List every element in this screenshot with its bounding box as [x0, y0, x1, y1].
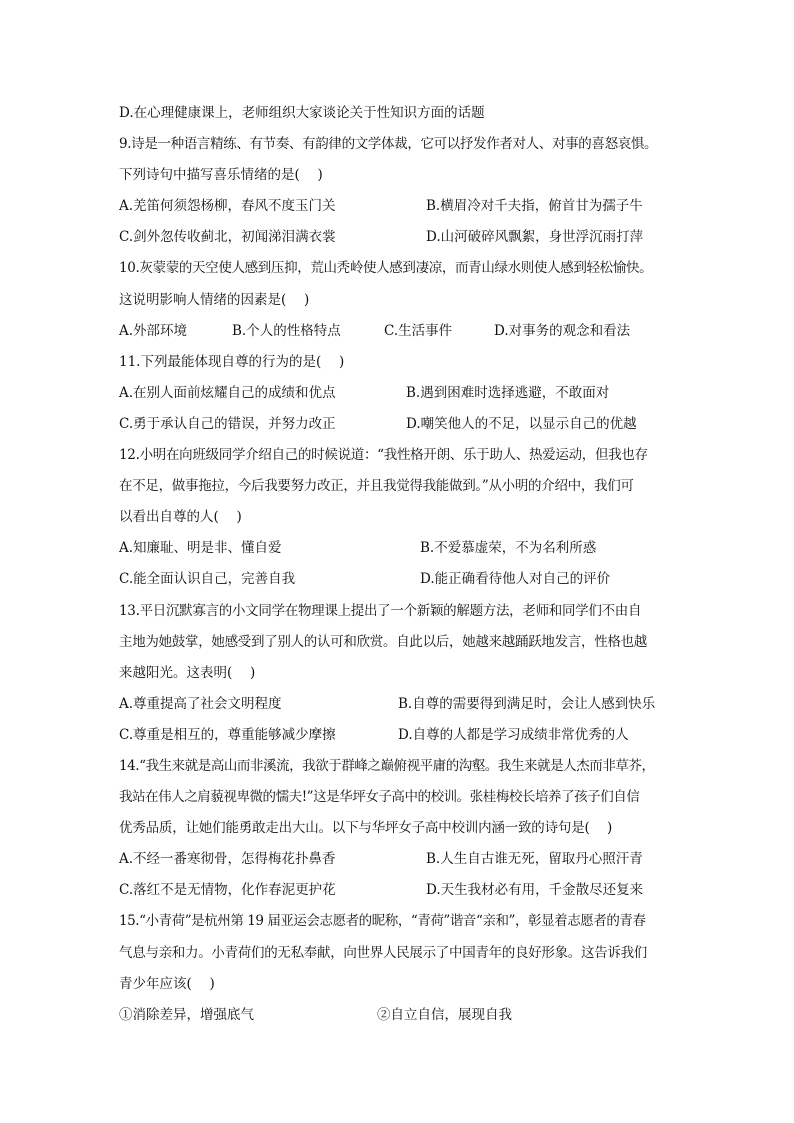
question-13 — [119, 596, 685, 751]
q13-option-a: A.尊重提高了社会文明程度 — [119, 695, 282, 712]
q13-options-row-1 — [119, 689, 685, 720]
q14-option-c: C.落红不是无情物，化作春泥更护花 — [119, 882, 336, 899]
q14-option-b: B.人生自古谁无死，留取丹心照汗青 — [426, 851, 643, 868]
q11-option-c: C.勇于承认自己的错误，并努力改正 — [119, 415, 336, 432]
q11-stem-line-1: 11.下列最能体现自尊的行为的是( ) — [119, 353, 345, 370]
q14-stem-line-3: 优秀品质，让她们能勇敢走出大山。以下与华坪女子高中校训内涵一致的诗句是( ) — [119, 820, 613, 837]
question-10 — [119, 253, 685, 346]
q14-options-row-1 — [119, 844, 685, 875]
q14-stem-line-2: 我站在伟人之肩藐视卑微的懦夫!”这是华坪女子高中的校训。张桂梅校长培养了孩子们自信 — [119, 789, 640, 806]
q14-option-a: A.不经一番寒彻骨，怎得梅花扑鼻香 — [119, 851, 336, 868]
question-9 — [119, 129, 685, 253]
q15-stem-line-1: 15.“小青荷”是杭州第 19 届亚运会志愿者的昵称，“青荷”谐音“亲和”，彰显着志愿者的青春 — [119, 913, 646, 930]
document-page — [119, 98, 685, 1031]
q9-options-row-2 — [119, 222, 685, 253]
q9-option-d: D.山河破碎风飘絮，身世浮沉雨打萍 — [426, 229, 644, 246]
q10-option-b: B.个人的性格特点 — [232, 322, 341, 339]
q9-options-row-1 — [119, 191, 685, 222]
q9-stem-line-2: 下列诗句中描写喜乐情绪的是( ) — [119, 167, 323, 184]
q14-options-row-2 — [119, 875, 685, 906]
question-12 — [119, 440, 685, 595]
q12-stem-line-2: 在不足，做事拖拉，今后我要努力改正，并且我觉得我能做到。”从小明的介绍中，我们可 — [119, 478, 634, 495]
q10-option-d: D.对事务的观念和看法 — [494, 322, 631, 339]
q13-option-c: C.尊重是相互的，尊重能够减少摩擦 — [119, 726, 336, 743]
q10-option-a: A.外部环境 — [119, 322, 188, 339]
q12-options-row-1 — [119, 533, 685, 564]
question-11 — [119, 347, 685, 440]
q11-option-a: A.在别人面前炫耀自己的成绩和优点 — [119, 384, 336, 401]
q13-option-d: D.自尊的人都是学习成绩非常优秀的人 — [398, 726, 629, 743]
q15-option-2: ②自立自信，展现自我 — [377, 1006, 512, 1023]
q12-option-a: A.知廉耻、明是非、懂自爱 — [119, 540, 282, 557]
q13-options-row-2 — [119, 720, 685, 751]
q15-stem-line-3: 青少年应该( ) — [119, 975, 215, 992]
q12-option-c: C.能全面认识自己，完善自我 — [119, 571, 296, 588]
q13-stem-line-2: 主地为她鼓掌，她感受到了别人的认可和欣赏。自此以后，她越来越踊跃地发言，性格也越 — [119, 633, 647, 650]
q9-option-c: C.剑外忽传收蓟北，初闻涕泪满衣裳 — [119, 229, 336, 246]
q11-options-row-2 — [119, 409, 685, 440]
q15-stem-line-2: 气息与亲和力。小青荷们的无私奉献，向世界人民展示了中国青年的良好形象。这告诉我们 — [119, 944, 647, 961]
q12-option-b: B.不爱慕虚荣，不为名利所惑 — [420, 540, 597, 557]
question-15 — [119, 906, 685, 1030]
q11-option-d: D.嘲笑他人的不足，以显示自己的优越 — [406, 415, 637, 432]
q11-options-row-1 — [119, 378, 685, 409]
q10-options-row — [119, 316, 685, 347]
q12-stem-line-3: 以看出自尊的人( ) — [119, 509, 242, 526]
q8-option-d: D.在心理健康课上，老师组织大家谈论关于性知识方面的话题 — [119, 105, 485, 121]
q12-options-row-2 — [119, 564, 685, 595]
q15-options-row-1 — [119, 1000, 685, 1031]
q10-stem-line-1: 10.灰蒙蒙的天空使人感到压抑，荒山秃岭使人感到凄凉，而青山绿水则使人感到轻松愉快。 — [119, 260, 653, 277]
q10-option-c: C.生活事件 — [384, 322, 453, 339]
q10-stem-line-2: 这说明影响人情绪的因素是( ) — [119, 291, 310, 308]
q14-option-d: D.天生我材必有用，千金散尽还复来 — [426, 882, 644, 899]
q13-option-b: B.自尊的需要得到满足时，会让人感到快乐 — [398, 695, 656, 712]
question-14 — [119, 751, 685, 906]
q12-stem-line-1: 12.小明在向班级同学介绍自己的时候说道：“我性格开朗、乐于助人、热爱运动，但我也存 — [119, 447, 648, 464]
q15-option-1: ①消除差异，增强底气 — [119, 1006, 254, 1023]
q13-stem-line-1: 13.平日沉默寡言的小文同学在物理课上提出了一个新颖的解题方法，老师和同学们不由自 — [119, 602, 642, 619]
q12-option-d: D.能正确看待他人对自己的评价 — [420, 571, 611, 588]
q9-option-b: B.横眉冷对千夫指，俯首甘为孺子牛 — [426, 198, 643, 215]
q11-option-b: B.遇到困难时选择逃避，不敢面对 — [406, 384, 610, 401]
q13-stem-line-3: 来越阳光。这表明( ) — [119, 664, 256, 681]
q9-stem-line-1: 9.诗是一种语言精练、有节奏、有韵律的文学体裁，它可以抒发作者对人、对事的喜怒哀惧。 — [119, 136, 658, 153]
q9-option-a: A.羌笛何须怨杨柳，春风不度玉门关 — [119, 198, 336, 215]
q14-stem-line-1: 14.“我生来就是高山而非溪流，我欲于群峰之巅俯视平庸的沟壑。我生来就是人杰而非草芥， — [119, 757, 655, 774]
